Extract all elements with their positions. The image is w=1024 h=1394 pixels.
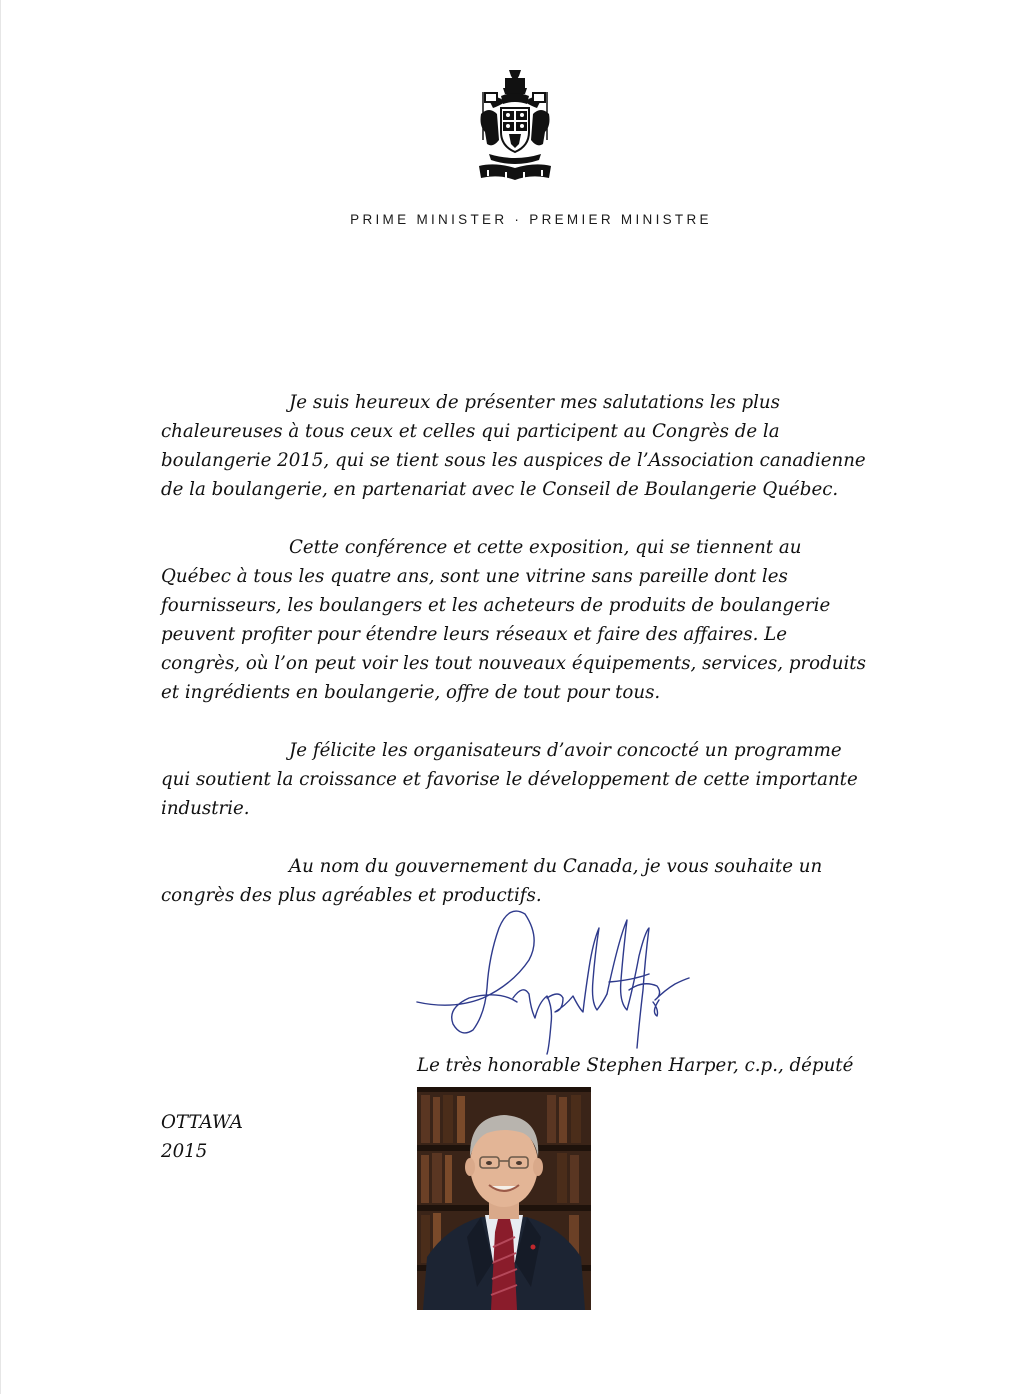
- portrait-photo: [417, 1087, 591, 1310]
- city: OTTAWA: [161, 1112, 243, 1133]
- paragraph-closing: Au nom du gouvernement du Canada, je vous souhaite un congrès des plus agréables et productifs.: [161, 856, 823, 906]
- paragraph-greeting: Je suis heureux de présenter mes salutations les plus chaleureuses à tous ceux et celles qui participent au Congrès de la boulangerie 2015, qui se tient sous les auspices de l’Association canadienne de la boulangerie, en partenariat avec le Conseil de Boulangerie Québec.: [161, 392, 866, 500]
- place-date: [161, 1108, 243, 1166]
- paragraph-congratulations: Je félicite les organisateurs d’avoir concocté un programme qui soutient la croissance et favorise le développement de cette importante industrie.: [161, 740, 858, 819]
- letter-body: [161, 388, 866, 939]
- paragraph-conference: Cette conférence et cette exposition, qui se tiennent au Québec à tous les quatre ans, sont une vitrine sans pareille dont les fournisseurs, les boulangers et les acheteurs de produits de boulangerie peuvent profiter pour étendre leurs réseaux et faire des affaires. Le congrès, où l’on peut voir les tout nouveaux équipements, services, produits et ingrédients en boulangerie, offre de tout pour tous.: [161, 537, 866, 703]
- year: 2015: [161, 1141, 208, 1162]
- office-title: PRIME MINISTER · PREMIER MINISTRE: [350, 212, 712, 227]
- coat-of-arms-icon: [475, 70, 555, 185]
- handwritten-signature-icon: [413, 898, 703, 1058]
- signer-name: Le très honorable Stephen Harper, c.p., député: [417, 1055, 854, 1076]
